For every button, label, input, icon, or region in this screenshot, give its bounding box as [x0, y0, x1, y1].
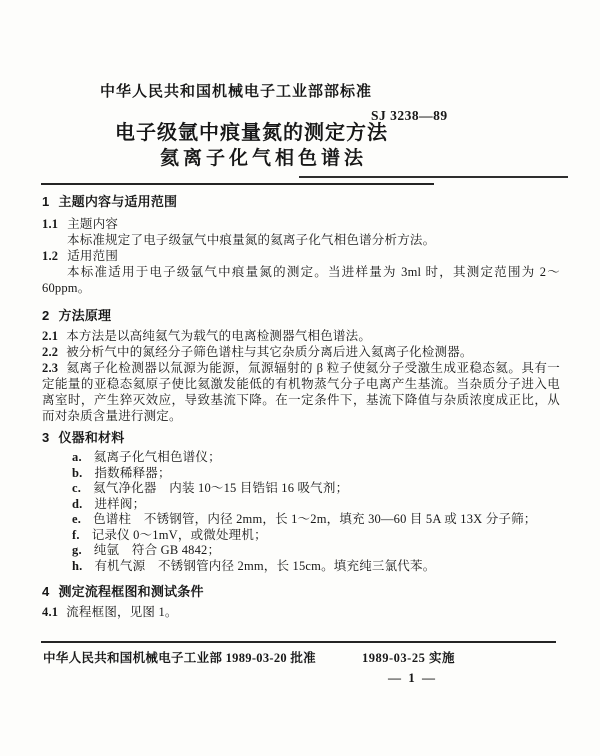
document-body — [42, 194, 560, 620]
list-label-b: b. — [72, 465, 83, 480]
clause-2-1-number: 2.1 — [42, 329, 59, 343]
equipment-list-item-g — [42, 543, 560, 559]
section-4-heading — [42, 584, 560, 600]
section-1-heading — [42, 194, 560, 210]
section-2-heading — [42, 308, 560, 324]
standard-number: SJ 3238—89 — [371, 108, 448, 123]
clause-2-1-text — [42, 328, 560, 344]
equipment-list-item-e — [42, 512, 560, 528]
approval-line: 中华人民共和国机械电子工业部 1989-03-20 批准 — [43, 651, 316, 665]
clause-4-1-number: 4.1 — [42, 605, 59, 619]
clause-4-1-text — [42, 604, 560, 620]
section-3-number: 3 — [42, 430, 50, 445]
section-4-title: 测定流程框图和测试条件 — [58, 584, 204, 599]
list-text-d: 进样阀； — [94, 496, 146, 511]
clause-2-3-body: 氦离子化检测器以氚源为能源，氚源辐射的 β 粒子使氦分子受激生成亚稳态氦。具有一定能量的亚稳态氦原子使比氦激发能低的有机物蒸气分子电离产生基流。当杂质分子进入电离室时，产生猝灭效应，导致基流下降。在一定条件下，基流下降值与杂质浓度成正比，从而对杂质含量进行测定。 — [42, 361, 560, 423]
equipment-list-item-c — [42, 481, 560, 497]
clause-1-2-number: 1.2 — [42, 249, 59, 263]
section-3-heading — [42, 430, 560, 446]
list-text-e: 色谱柱 不锈钢管，内径 2mm，长 1～2m，填充 30—60 目 5A 或 13X 分子筛； — [93, 512, 537, 526]
clause-1-1-title: 主题内容 — [67, 217, 119, 231]
list-label-d: d. — [72, 496, 83, 511]
section-1-number: 1 — [42, 194, 50, 209]
clause-1-1-text: 本标准规定了电子级氩气中痕量氮的氦离子化气相色谱分析方法。 — [67, 233, 436, 247]
list-text-b: 指数稀释器； — [94, 465, 171, 480]
clause-2-1-body: 本方法是以高纯氦气为载气的电离检测器气相色谱法。 — [66, 329, 372, 343]
equipment-list-item-a — [42, 450, 560, 466]
list-text-g: 纯氩 符合 GB 4842； — [93, 543, 221, 557]
list-label-a: a. — [72, 450, 82, 464]
title-divider-line-upper — [299, 176, 568, 178]
clause-2-2-number: 2.2 — [42, 345, 59, 359]
clause-1-2-heading — [42, 248, 560, 264]
section-1-title: 主题内容与适用范围 — [58, 194, 178, 209]
clause-2-3-text — [42, 360, 560, 424]
doc-title-line-1: 电子级氩中痕量氮的测定方法 — [115, 122, 388, 144]
title-divider-line — [41, 183, 434, 185]
list-label-f: f. — [72, 527, 80, 542]
implementation-line: 1989-03-25 实施 — [362, 651, 455, 665]
clause-2-3-number: 2.3 — [42, 361, 59, 375]
clause-1-2-text: 本标准适用于电子级氩气中痕量氮的测定。当进样量为 3ml 时，其测定范围为 2～60ppm。 — [42, 265, 560, 295]
list-text-a: 氦离子化气相色谱仪； — [93, 450, 221, 464]
list-text-h: 有机气源 不锈钢管内径 2mm，长 15cm。填充纯三氯代苯。 — [94, 558, 436, 573]
equipment-list-item-f — [42, 528, 560, 544]
clause-1-2-title: 适用范围 — [67, 249, 119, 263]
list-text-c: 氦气净化器 内装 10～15 目锆铝 16 吸气剂； — [93, 481, 349, 495]
equipment-list-item-d — [42, 497, 560, 513]
list-label-h: h. — [72, 558, 83, 573]
section-4-number: 4 — [42, 584, 50, 599]
list-label-e: e. — [72, 512, 82, 526]
doc-title-line-2: 氦离子化气相色谱法 — [159, 148, 367, 169]
section-2-number: 2 — [42, 308, 50, 323]
clause-1-1-heading — [42, 216, 560, 232]
equipment-list-item-b — [42, 466, 560, 482]
section-3-title: 仪器和材料 — [58, 430, 125, 445]
standard-org-line: 中华人民共和国机械电子工业部部标准 — [99, 83, 372, 100]
list-text-f: 记录仪 0～1mV，或微处理机； — [91, 527, 267, 542]
section-2-title: 方法原理 — [58, 308, 112, 323]
footer-divider-line — [41, 641, 556, 643]
list-label-g: g. — [72, 543, 82, 557]
clause-2-2-body: 被分析气中的氮经分子筛色谱柱与其它杂质分离后进入氦离子化检测器。 — [66, 345, 473, 359]
clause-1-1-number: 1.1 — [42, 217, 59, 231]
list-label-c: c. — [72, 481, 82, 495]
page-number: — 1 — — [388, 670, 437, 685]
clause-2-2-text — [42, 344, 560, 360]
clause-4-1-body: 流程框图，见图 1。 — [66, 605, 178, 619]
equipment-list-item-h — [42, 559, 560, 575]
